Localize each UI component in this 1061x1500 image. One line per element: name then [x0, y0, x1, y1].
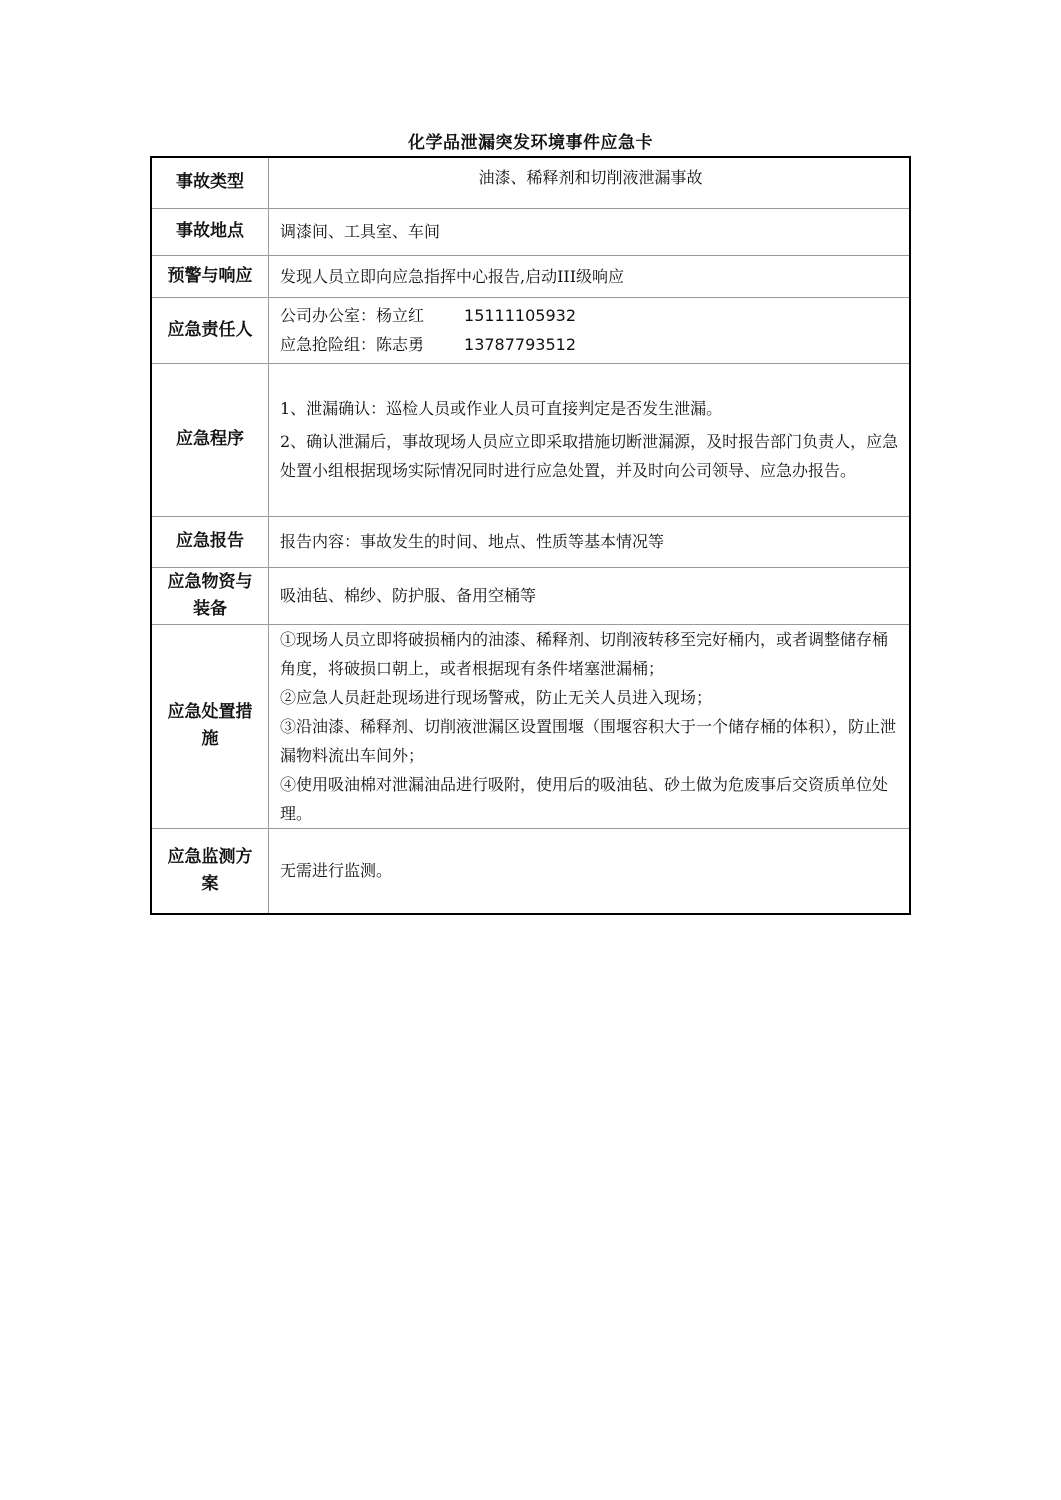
- label-monitoring-plan-line2: 案: [201, 873, 219, 894]
- procedure-item: 1、泄漏确认：巡检人员或作业人员可直接判定是否发生泄漏。: [280, 399, 723, 418]
- row-monitoring-plan: [151, 828, 910, 914]
- row-emergency-procedure: [151, 363, 910, 516]
- measure-item: ③沿油漆、稀释剂、切削液泄漏区设置围堰（围堰容积大于一个储存桶的体积），防止泄漏物料流出车间外；: [280, 716, 897, 765]
- responsible-person-2-name: 应急抢险组：陈志勇: [280, 335, 425, 354]
- measure-item: ④使用吸油棉对泄漏油品进行吸附，使用后的吸油毡、砂土做为危废事后交资质单位处理。: [280, 774, 889, 823]
- value-warning-response: 发现人员立即向应急指挥中心报告,启动III级响应: [269, 255, 911, 297]
- label-monitoring-plan: [151, 828, 269, 914]
- responsible-person-1-name: 公司办公室：杨立红: [280, 306, 425, 325]
- row-disposal-measures: [151, 624, 910, 828]
- row-responsible-persons: [151, 297, 910, 363]
- row-emergency-materials: [151, 567, 910, 624]
- label-disposal-measures-line1: 应急处置措: [167, 702, 253, 722]
- responsible-person-2: [280, 330, 901, 359]
- label-emergency-materials-line2: 装备: [193, 598, 227, 619]
- value-monitoring-plan: 无需进行监测。: [269, 828, 911, 914]
- label-emergency-materials: [151, 567, 269, 624]
- label-emergency-materials-line1: 应急物资与: [167, 571, 253, 592]
- responsible-person-1: [280, 301, 901, 330]
- value-emergency-procedure: [269, 363, 911, 516]
- measure-item: ②应急人员赶赴现场进行现场警戒，防止无关人员进入现场；: [280, 687, 713, 707]
- label-accident-location: 事故地点: [151, 208, 269, 255]
- emergency-card-table: [150, 156, 911, 915]
- procedure-item: 2、确认泄漏后，事故现场人员应立即采取措施切断泄漏源，及时报告部门负责人，应急处置小组根据现场实际情况同时进行应急处置，并及时向公司领导、应急办报告。: [280, 432, 899, 480]
- value-accident-type: [269, 157, 911, 208]
- value-accident-location: 调漆间、工具室、车间: [269, 208, 911, 255]
- label-responsible-persons: 应急责任人: [151, 297, 269, 363]
- label-disposal-measures-line2: 施: [201, 729, 219, 749]
- label-emergency-report: 应急报告: [151, 516, 269, 567]
- value-emergency-materials: 吸油毡、棉纱、防护服、备用空桶等: [269, 567, 911, 624]
- value-responsible-persons: [269, 297, 911, 363]
- row-emergency-report: [151, 516, 910, 567]
- label-accident-type: 事故类型: [151, 157, 269, 208]
- label-emergency-procedure: 应急程序: [151, 363, 269, 516]
- accident-type-text: 油漆、稀释剂和切削液泄漏事故: [478, 168, 703, 188]
- row-accident-type: [151, 157, 910, 208]
- label-warning-response: 预警与响应: [151, 255, 269, 297]
- row-accident-location: [151, 208, 910, 255]
- document-title: 化学品泄漏突发环境事件应急卡: [408, 133, 653, 153]
- label-monitoring-plan-line1: 应急监测方: [167, 846, 253, 867]
- row-warning-response: [151, 255, 910, 297]
- label-disposal-measures: [151, 624, 269, 828]
- value-emergency-report: 报告内容：事故发生的时间、地点、性质等基本情况等: [269, 516, 911, 567]
- measure-item: ①现场人员立即将破损桶内的油漆、稀释剂、切削液转移至完好桶内，或者调整储存桶角度，将破损口朝上，或者根据现有条件堵塞泄漏桶；: [280, 629, 889, 678]
- value-disposal-measures: [269, 624, 911, 828]
- responsible-person-1-phone: 15111105932: [464, 306, 576, 325]
- responsible-person-2-phone: 13787793512: [464, 335, 576, 354]
